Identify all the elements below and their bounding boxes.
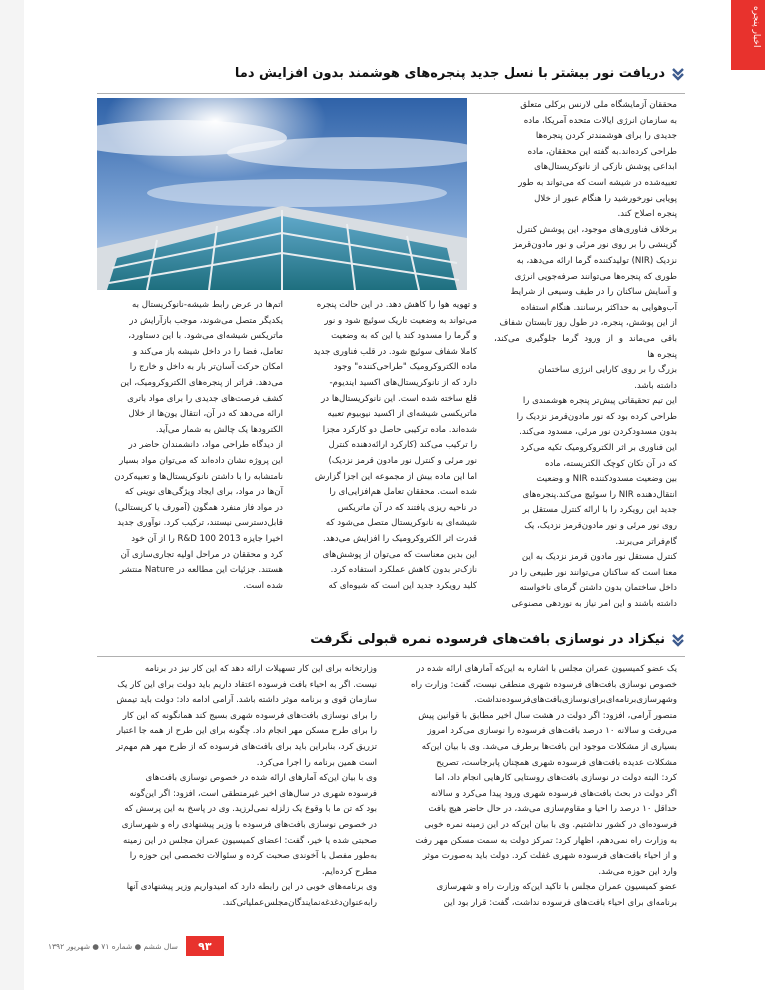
page-footer — [48, 936, 224, 956]
article2-title: نیکزاد در نوسازی بافت‌های فرسوده نمره قبولی نگرفت — [310, 632, 665, 647]
article1-col-middle: و تهویه هوا را کاهش دهد. در این حالت پنجره می‌تواند به وضعیت تاریک سوئیچ شود و نور و گرما را مسدود کند یا این که به وضعیت کاملا شفاف سوئیچ شود. در قلب فناوری جدید ماده الکتروکرومیک "طراحی‌کننده" وجود دارد که از نانوکریستال‌های اکسید ایندیوم- قلع ساخته شده است. این نانوکریستال‌ها در ماتریکسی شیشه‌ای از اکسید نیوبیوم تعبیه شده‌اند. ماده ترکیبی حاصل دو کارکرد مجزا را ترکیب می‌کند (کارکرد ارائه‌دهنده کنترل نور مرئی و کنترل نور مادون قرمز نزدیک) اما این ماده بیش از مجموعه این اجزا گزارش شده است. محققان تعامل هم‌افزایی‌ای را در ناحیه ریزی یافتند که در آن ماتریکس شیشه‌ای به نانوکریستال متصل می‌شود که قدرت اثر الکتروکرومیک را افزایش می‌دهد. این بدین معناست که می‌توان از پوشش‌های نازک‌تر بدون کاهش عملکرد استفاده کرد. کلید رویکرد جدید این است که شیوه‌ای که — [313, 300, 477, 591]
article1-col-left: اتم‌ها در عرض رابط شیشه-نانوکریستال به یکدیگر متصل می‌شوند، موجب بازآرایش در ماتریکس شیشه‌ای می‌شود. با این دستاورد، تعامل، فضا را در داخل شیشه باز می‌کند و امکان حرکت آسان‌تر بار به داخل و خارج را می‌دهد. فراتر از پنجره‌های الکتروکرومیک، این کشف فرصت‌های جدیدی را برای مواد باتری ارائه می‌دهد که در آن، انتقال یون‌ها از خلال الکترودها یک چالش به شمار می‌آید. از دیدگاه طراحی مواد، دانشمندان حاضر در این پروژه نشان داده‌اند که می‌توان مواد بسیار نامتشابه را با داشتن نانوکریستال‌ها و تعبیه‌کردن آن‌ها در مواد، برای ایجاد ویژگی‌های نوینی که در مواد فاز منفرد همگون (آمورف یا کریستالی) قابل‌دسترسی نیستند، ترکیب کرد. نوآوری جدید اخیرا جایزه R&D 100 2013 را از آن خود کرد و محققان در مراحل اولیه تجاری‌سازی آن هستند. جزئیات این مطالعه در Nature منتشر شده است. — [114, 300, 283, 591]
article1-title: دریافت نور بیشتر با نسل جدید پنجره‌های هوشمند بدون افزایش دما — [234, 66, 665, 81]
issue-info: سال ششم ● شماره ۷۱ ● شهریور ۱۳۹۲ — [48, 941, 178, 951]
section-tab — [731, 0, 765, 70]
article2-divider — [97, 656, 685, 657]
page-edge — [0, 0, 24, 990]
article2-col-right: یک عضو کمیسیون عمران مجلس با اشاره به این‌که آمارهای ارائه شده در خصوص نوسازی بافت‌های فرسوده شهری منطقی نیست، گفت: وزارت راه وشهرسازی‌برنامه‌ای‌برای‌نوسازی‌بافت‌های‌فرسوده‌نداشت. منصور آرامی، افزود: اگر دولت در هشت سال اخیر مطابق با قوانین پیش می‌رفت و سالانه ۱۰ درصد بافت‌های فرسوده را نوسازی می‌کرد امروز بسیاری از مشکلات موجود این بافت‌ها برطرف می‌شد. وی با بیان این‌که مشکلات عدیده بافت‌های فرسوده شهری همچنان پابرجاست، تصریح کرد: البته دولت در نوسازی بافت‌های روستایی کارهایی انجام داد، اما اگر دولت در بحث بافت‌های فرسوده شهری ورود پیدا می‌کرد و سالانه حداقل ۱۰ درصد را احیا و مقاوم‌سازی می‌شد، در حال حاضر هیچ بافت فرسوده‌ای در کشور نداشتیم. وی با بیان این‌که در این زمینه نمره خوبی به وزارت راه نمی‌دهم، اظهار کرد: تمرکز دولت به سمت مسکن مهر رفت و از احیاء بافت‌های فرسوده شهری غفلت کرد. دولت باید به‌صورت موثر وارد این حوزه می‌شد. عضو کمیسیون عمران مجلس با تاکید این‌که وزارت راه و شهرسازی برنامه‌ای برای احیاء بافت‌های فرسوده نداشت، گفت: قرار بود این — [411, 664, 677, 908]
article2-header — [310, 632, 685, 647]
article2-col-left: وزارتخانه برای این کار تسهیلات ارائه دهد که این کار نیز در برنامه نیست. اگر به احیاء بافت فرسوده اعتقاد داریم باید دولت برای این کار یک سازمان قوی و برنامه موثر داشته باشد. آرامی ادامه داد: دولت باید تیمش را برای نوسازی بافت‌های فرسوده شهری بسیج کند همانگونه که این کار را برای طرح مسکن مهر انجام داد. چگونه برای این طرح از همه جا اعتبار تزریق کرد، بنابراین باید برای بافت‌های فرسوده که از طرح مهر هم مهم‌تر است همین برنامه را اجرا می‌کرد. وی با بیان این‌که آمارهای ارائه شده در خصوص نوسازی بافت‌های فرسوده شهری در سال‌های اخیر غیرمنطقی است، افزود: اگر این‌گونه بود که تن ما با وقوع یک زلزله نمی‌لرزید. وی در پاسخ به این پرسش که در خصوص نوسازی بافت‌های فرسوده با وزیر پیشنهادی راه و شهرسازی صحبتی شده یا خیر، گفت: اعضای کمیسیون عمران مجلس در این زمینه به‌طور مفصل با آخوندی صحبت کرده و سئوالات تخصصی این حوزه را مطرح کرده‌ایم. وی برنامه‌های خوبی در این رابطه دارد که امیدواریم وزیر پیشنهادی آنها رابه‌عنوان‌دغدغه‌نمایندگان‌مجلس‌عملیاتی‌کند. — [116, 664, 377, 908]
double-chevron-icon — [671, 67, 685, 81]
article1-divider — [97, 93, 685, 94]
article1-header — [235, 66, 685, 81]
article1-col-right: محققان آزمایشگاه ملی لارنس برکلی متعلق به سازمان انرژی ایالات متحده آمریکا، ماده جدیدی را برای هوشمندتر کردن پنجره‌ها طراحی کرده‌اند.به گفته این محققان، ماده ابداعی پوشش نازکی از نانوکریستال‌های تعبیه‌شده در شیشه است که می‌تواند به طور پویایی نورخورشید را هنگام عبور از خلال پنجره اصلاح کند. برخلاف فناوری‌های موجود، این پوشش کنترل گزینشی را بر روی نور مرئی و نور مادون‌قرمز نزدیک (NIR) تولیدکننده گرما ارائه می‌دهد، به طوری که پنجره‌ها می‌توانند صرفه‌جویی انرژی و آسایش ساکنان را در طیف وسیعی از شرایط آب‌وهوایی به حداکثر برسانند. هنگام استفاده از این پوشش، پنجره، در طول روز تابستان شفاف باقی می‌ماند و از ورود گرما جلوگیری می‌کند، پنجره ها بزرگ را بر روی کارایی انرژی ساختمان داشته باشد. این تیم تحقیقاتی پیش‌تر پنجره هوشمندی را طراحی کرده بود که نور مادون‌قرمز نزدیک را بدون مسدودکردن نور مرئی، مسدود می‌کند. این فناوری بر اثر الکتروکرومیک تکیه می‌کرد که در آن تکان کوچک الکتریسته، ماده بین وضعیت مسدودکننده NIR و وضعیت انتقال‌دهنده NIR را سوئیچ می‌کند.پنجره‌های جدید این رویکرد را با ارائه کنترل مستقل بر روی نور مرئی و نور مادون‌قرمز نزدیک، یک گام‌فراتر می‌برند. کنترل مستقل نور مادون قرمز نزدیک به این معنا است که ساکنان می‌توانند نور طبیعی را در داخل ساختمان بدون داشتن گرمای ناخواسته داشته باشند و این امر نیاز به نوردهی مصنوعی — [494, 100, 677, 609]
building-photo — [97, 98, 467, 290]
double-chevron-icon — [671, 633, 685, 647]
page-number: ۹۳ — [186, 936, 224, 956]
section-tab-label: اخبار پنجره — [751, 6, 761, 48]
